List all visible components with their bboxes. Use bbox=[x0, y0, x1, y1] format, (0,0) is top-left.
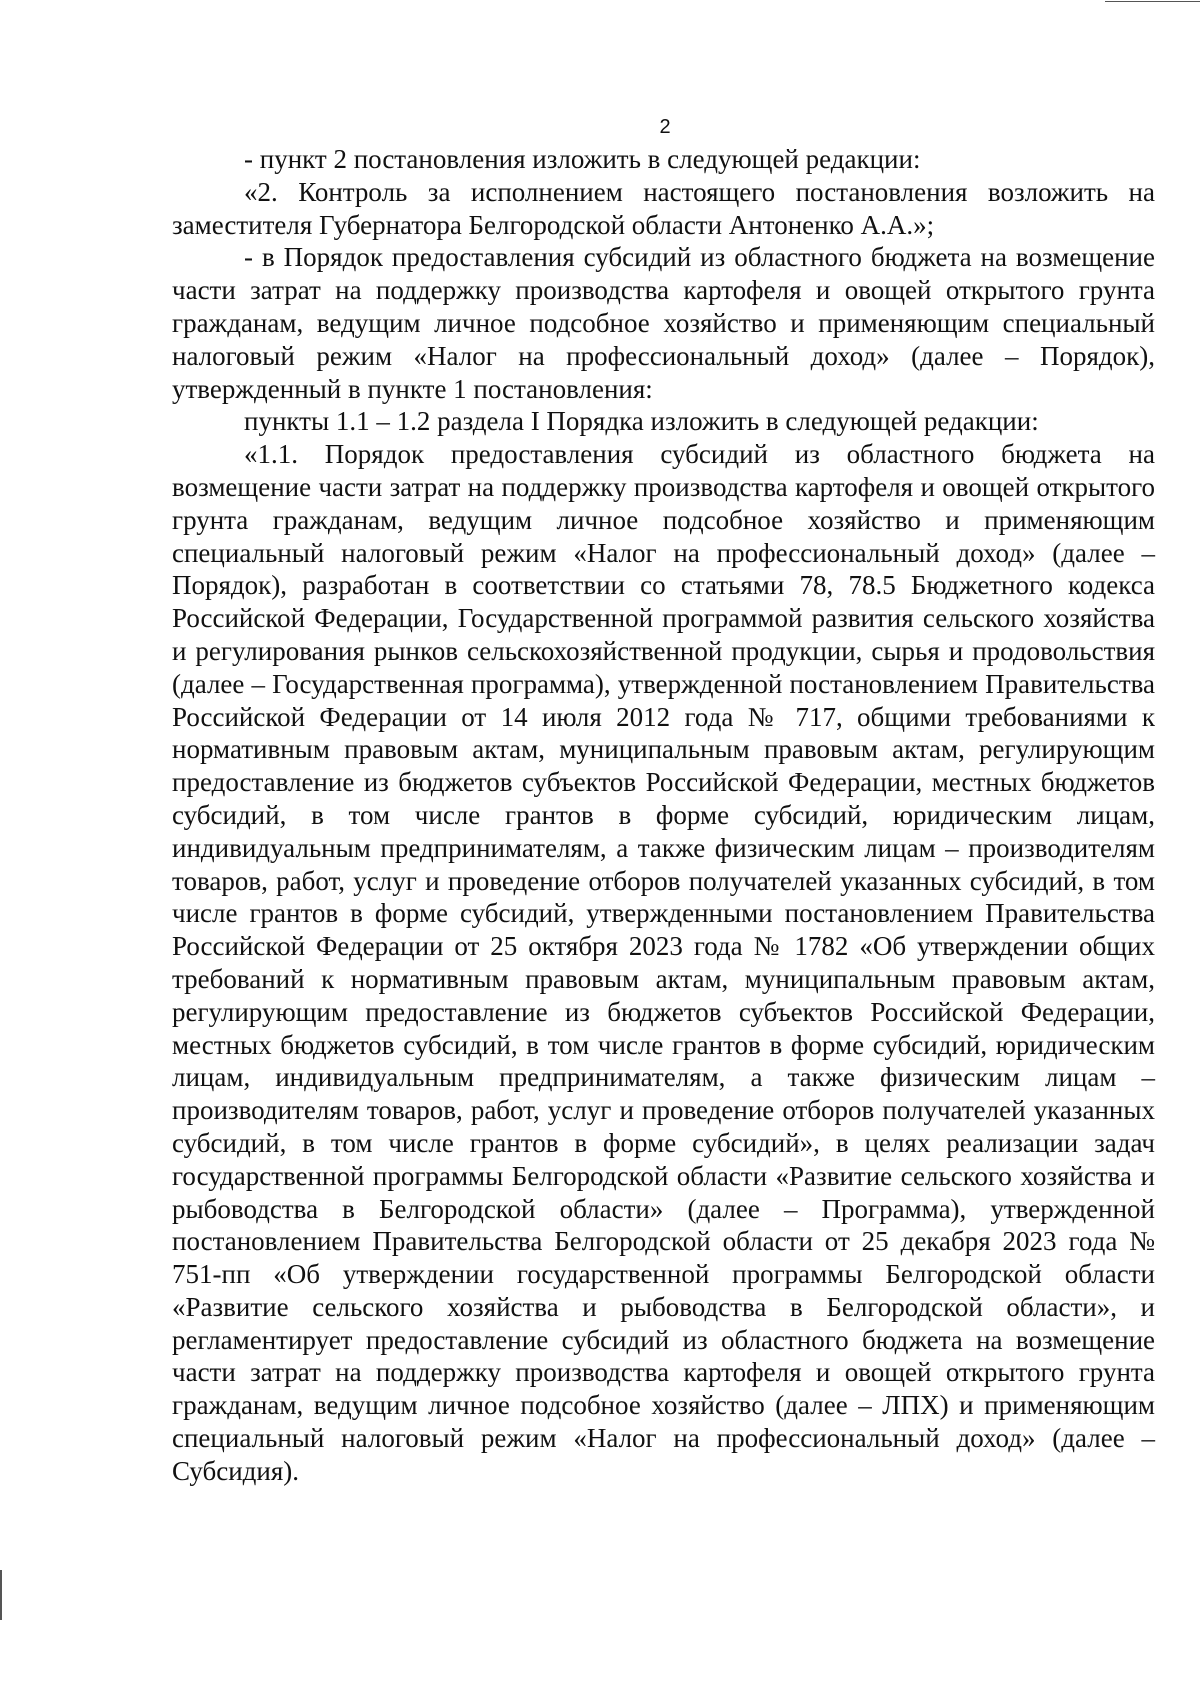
paragraph-amend-point-2: - пункт 2 постановления изложить в следующей редакции: bbox=[244, 144, 921, 174]
paragraph-point-1-1: «1.1. Порядок предоставления субсидий из областного бюджета на возмещение части затрат на поддержку производства картофеля и овощей открытого грунта гражданам, ведущим личное подсобное хозяйство и применяющим специальный налоговый режим «Налог на профессиональный доход» (далее – Порядок), разработан в соответствии со статьями 78, 78.5 Бюджетного кодекса Российской Федерации, Государственной программой развития сельского хозяйства и регулирования рынков сельскохозяйственной продукции, сырья и продовольствия (далее – Государственная программа), утвержденной постановлением Правительства Российской Федерации от 14 июля 2012 года № 717, общими требованиями к нормативным правовым актам, муниципальным правовым актам, регулирующим предоставление из бюджетов субъектов Российской Федерации, местных бюджетов субсидий, в том числе грантов в форме субсидий, юридическим лицам, индивидуальным предпринимателям, а также физическим лицам – производителям товаров, работ, услуг и проведение отборов получателей указанных субсидий, в том числе грантов в форме субсидий, утвержденными постановлением Правительства Российской Федерации от 25 октября 2023 года № 1782 «Об утверждении общих требований к нормативным правовым актам, муниципальным правовым актам, регулирующим предоставление из бюджетов субъектов Российской Федерации, местных бюджетов субсидий, в том числе грантов в форме субсидий, юридическим лицам, индивидуальным предпринимателям, а также физическим лицам – производителям товаров, работ, услуг и проведение отборов получателей указанных субсидий, в том числе грантов в форме субсидий», в целях реализации задач государственной программы Белгородской области «Развитие сельского хозяйства и рыбоводства в Белгородской области» (далее – Программа), утвержденной постановлением Правительства Белгородской области от 25 декабря 2023 года № 751-пп «Об утверждении государственной программы Белгородской области «Развитие сельского хозяйства и рыбоводства в Белгородской области», и регламентирует предоставление субсидий из областного бюджета на возмещение части затрат на поддержку производства картофеля и овощей открытого грунта гражданам, ведущим личное подсобное хозяйство (далее – ЛПХ) и применяющим специальный налоговый режим «Налог на профессиональный доход» (далее – Субсидия). bbox=[172, 439, 1155, 1486]
document-body bbox=[172, 143, 1155, 1488]
paragraph-points-1-1-1-2: пункты 1.1 – 1.2 раздела I Порядка изложить в следующей редакции: bbox=[244, 406, 1039, 437]
scan-margin-mark bbox=[0, 1570, 2, 1620]
paragraph-control-clause: «2. Контроль за исполнением настоящего постановления возложить на заместителя Губернатора Белгородской области Антоненко А.А.»; bbox=[172, 176, 1155, 240]
paragraph-procedure-amendment: - в Порядок предоставления субсидий из областного бюджета на возмещение части затрат на поддержку производства картофеля и овощей открытого грунта гражданам, ведущим личное подсобное хозяйство и применяющим специальный налоговый режим «Налог на профессиональный доход» (далее – Порядок), утвержденный в пункте 1 постановления: bbox=[172, 242, 1155, 404]
page-number: 2 bbox=[659, 116, 671, 138]
scan-edge-line bbox=[1105, 1, 1200, 2]
